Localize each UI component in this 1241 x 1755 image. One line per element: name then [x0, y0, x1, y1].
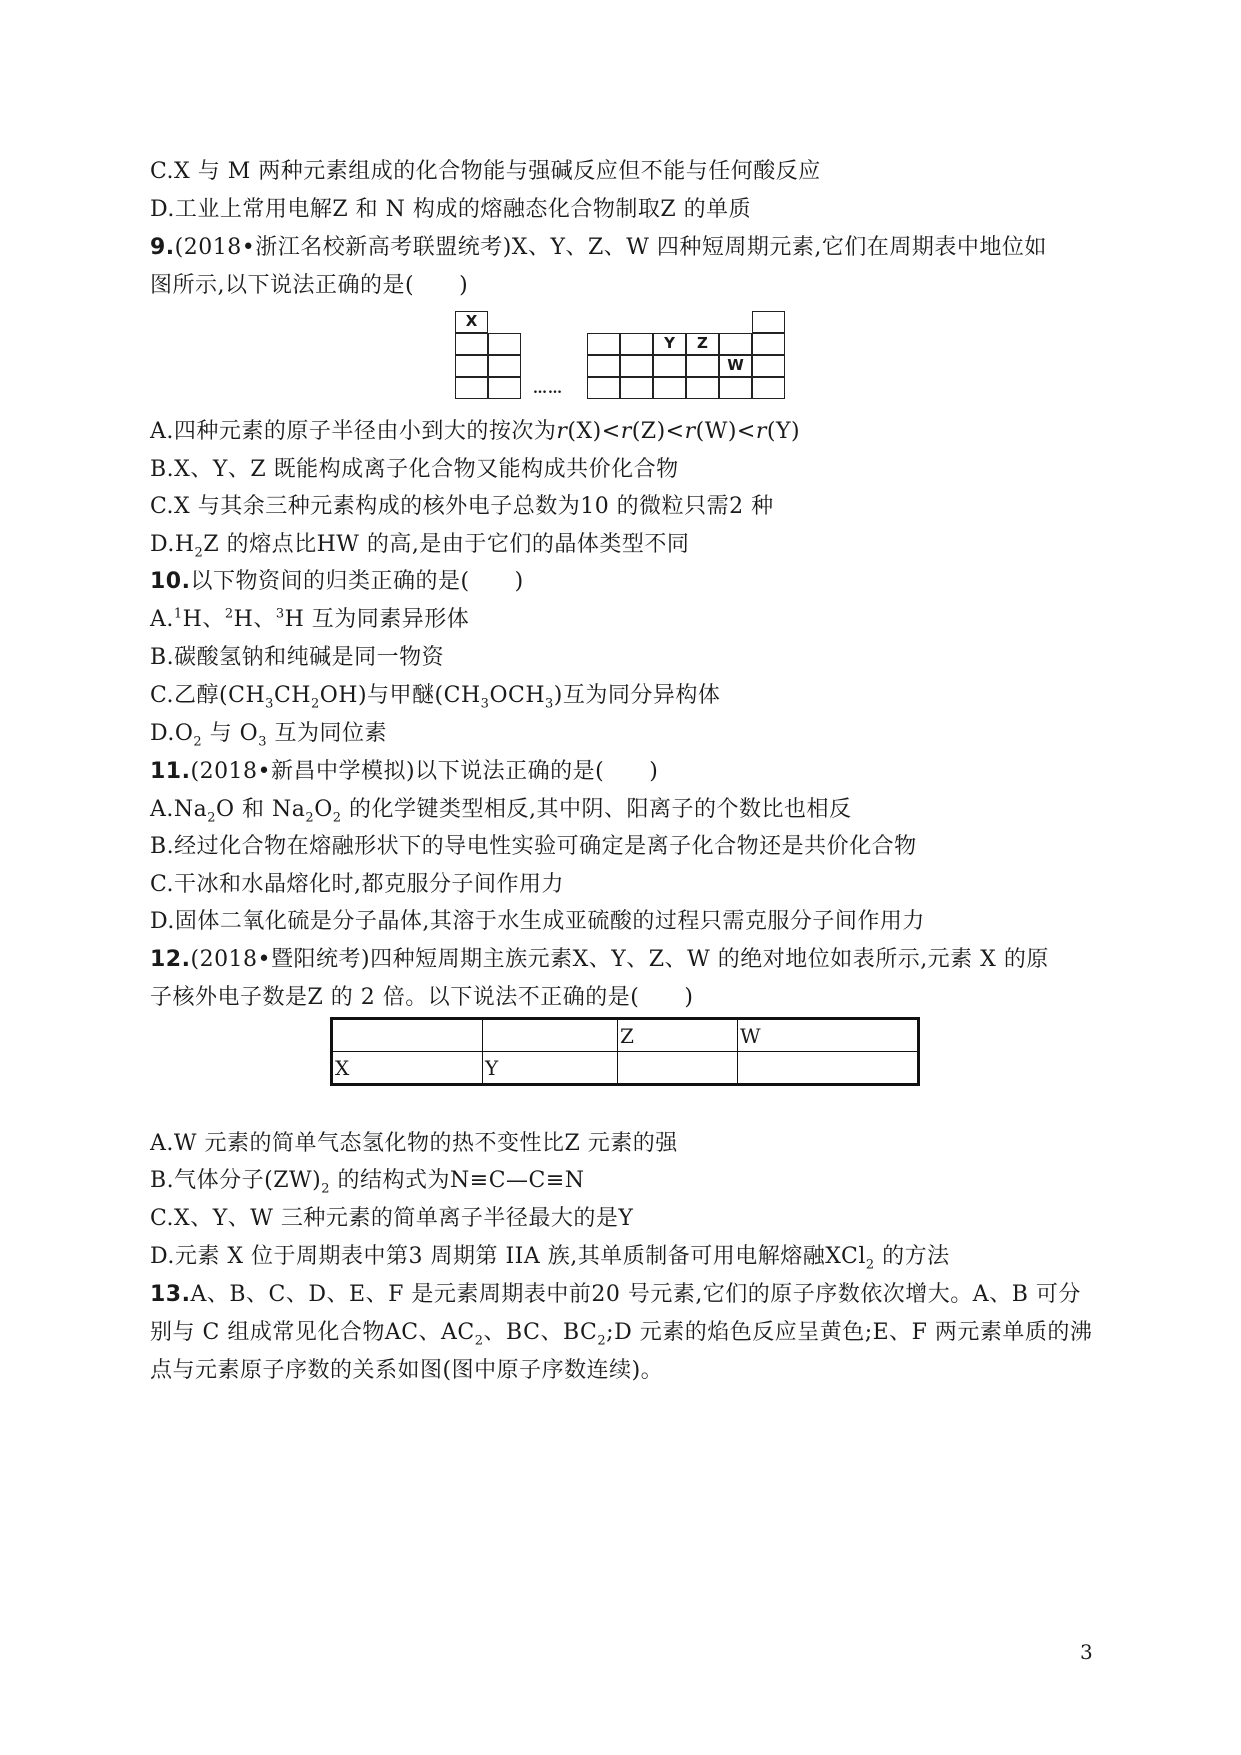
q13-line2: 别与 C 组成常见化合物AC、$AC_2$、BC、$BC_2;D$ 元素的焰色反应呈黄色;E、F 两元素单质的沸 [150, 1320, 1093, 1349]
ptable-cell [653, 377, 686, 399]
q10-option-d: $D.O_2$ 与 $O_3$ 互为同位素 [150, 721, 387, 750]
ptable-cell [587, 333, 620, 355]
q10-number: 10. [150, 569, 191, 594]
table-cell [618, 1052, 738, 1085]
q13-line1: 13.A、B、C、D、E、F 是元素周期表中前20 号元素,它们的原子序数依次增大。A、B 可分 [150, 1282, 1081, 1307]
ptable-cell [455, 377, 488, 399]
q12-stem-line2: 子核外电子数是Z 的 2 倍。以下说法不正确的是( ) [150, 985, 694, 1010]
table-cell-w: W [738, 1019, 919, 1052]
ptable-cell [488, 333, 521, 355]
ptable-cell-z: Z [686, 333, 719, 355]
q10-option-a: A.$^1$H、$^2$H、$^3$H 互为同素异形体 [150, 606, 470, 632]
q9-option-c: C.X 与其余三种元素构成的核外电子总数为10 的微粒只需2 种 [150, 494, 774, 519]
q11-option-a: $A.Na_2O$ 和 $Na_2O_2$ 的化学键类型相反,其中阴、阳离子的个数比也相反 [150, 797, 852, 826]
ptable-cell [587, 377, 620, 399]
q8-option-c: C.X 与 M 两种元素组成的化合物能与强碱反应但不能与任何酸反应 [150, 159, 821, 184]
element-position-table [330, 1017, 920, 1086]
q12-number: 12. [150, 947, 191, 972]
table-cell [332, 1019, 483, 1052]
q13-number: 13. [150, 1282, 191, 1307]
ptable-cell [620, 377, 653, 399]
q9-stem-line2: 图所示,以下说法正确的是( ) [150, 273, 469, 298]
q12-option-b: B.气体分子$(ZW)_2$ 的结构式为N≡C—C≡N [150, 1168, 585, 1197]
table-cell-z: Z [618, 1019, 738, 1052]
q12-option-d: D.元素 X 位于周期表中第3 周期第 IIA 族,其单质制备可用电解熔融XCl$_2$ 的方法 [150, 1244, 950, 1273]
ptable-cell [455, 333, 488, 355]
q8-option-d: D.工业上常用电解Z 和 N 构成的熔融态化合物制取Z 的单质 [150, 197, 752, 222]
q9-option-b: B.X、Y、Z 既能构成离子化合物又能构成共价化合物 [150, 457, 679, 482]
table-cell-y: Y [483, 1052, 618, 1085]
ptable-cell [455, 355, 488, 377]
table-cell [738, 1052, 919, 1085]
table-cell [483, 1019, 618, 1052]
ptable-cell-x: X [455, 311, 488, 333]
ptable-gap-dots: …… [533, 381, 563, 397]
q12-stem-line1: 12.(2018•暨阳统考)四种短周期主族元素X、Y、Z、W 的绝对地位如表所示,元素 X 的原 [150, 947, 1049, 972]
ptable-cell [620, 333, 653, 355]
q9-stem-text1: (2018•浙江名校新高考联盟统考)X、Y、Z、W 四种短周期元素,它们在周期表中地位如 [174, 235, 1047, 260]
ptable-cell [752, 311, 785, 333]
ptable-cell [653, 355, 686, 377]
q12-option-a: A.W 元素的简单气态氢化物的热不变性比Z 元素的强 [150, 1131, 678, 1156]
ptable-cell [620, 355, 653, 377]
q10-stem: 10.以下物资间的归类正确的是( ) [150, 569, 524, 594]
ptable-cell-w: W [719, 355, 752, 377]
ptable-cell [752, 333, 785, 355]
q11-stem: 11.(2018•新昌中学模拟)以下说法正确的是( ) [150, 759, 659, 784]
page-number: 3 [1080, 1640, 1093, 1664]
q9-stem-line1 [150, 233, 1110, 263]
ptable-cell [719, 377, 752, 399]
ptable-cell-y: Y [653, 333, 686, 355]
ptable-cell [587, 355, 620, 377]
ptable-cell [488, 377, 521, 399]
q9-option-d: $D.H_2Z$ 的熔点比HW 的高,是由于它们的晶体类型不同 [150, 532, 690, 561]
q11-number: 11. [150, 759, 191, 784]
q10-option-c: C.乙醇$(CH_3CH_2OH)$与甲醚$(CH_3OCH_3)$互为同分异构体 [150, 683, 721, 712]
q13-line3: 点与元素原子序数的关系如图(图中原子序数连续)。 [150, 1358, 664, 1383]
ptable-cell [719, 333, 752, 355]
q12-option-c: C.X、Y、W 三种元素的简单离子半径最大的是Y [150, 1206, 634, 1231]
q11-option-b: B.经过化合物在熔融形状下的导电性实验可确定是离子化合物还是共价化合物 [150, 834, 917, 859]
q10-option-b: B.碳酸氢钠和纯碱是同一物资 [150, 645, 445, 670]
ptable-cell [488, 355, 521, 377]
q11-option-d: D.固体二氧化硫是分子晶体,其溶于水生成亚硫酸的过程只需克服分子间作用力 [150, 909, 925, 934]
q9-option-a: A.四种元素的原子半径由小到大的按次为r(X)<r(Z)<r(W)<r(Y) [150, 419, 801, 444]
table-cell-x: X [332, 1052, 483, 1085]
ptable-cell [686, 377, 719, 399]
ptable-cell [686, 355, 719, 377]
ptable-cell [752, 355, 785, 377]
q11-option-c: C.干冰和水晶熔化时,都克服分子间作用力 [150, 872, 565, 897]
ptable-cell [752, 377, 785, 399]
q9-number: 9. [150, 235, 175, 260]
